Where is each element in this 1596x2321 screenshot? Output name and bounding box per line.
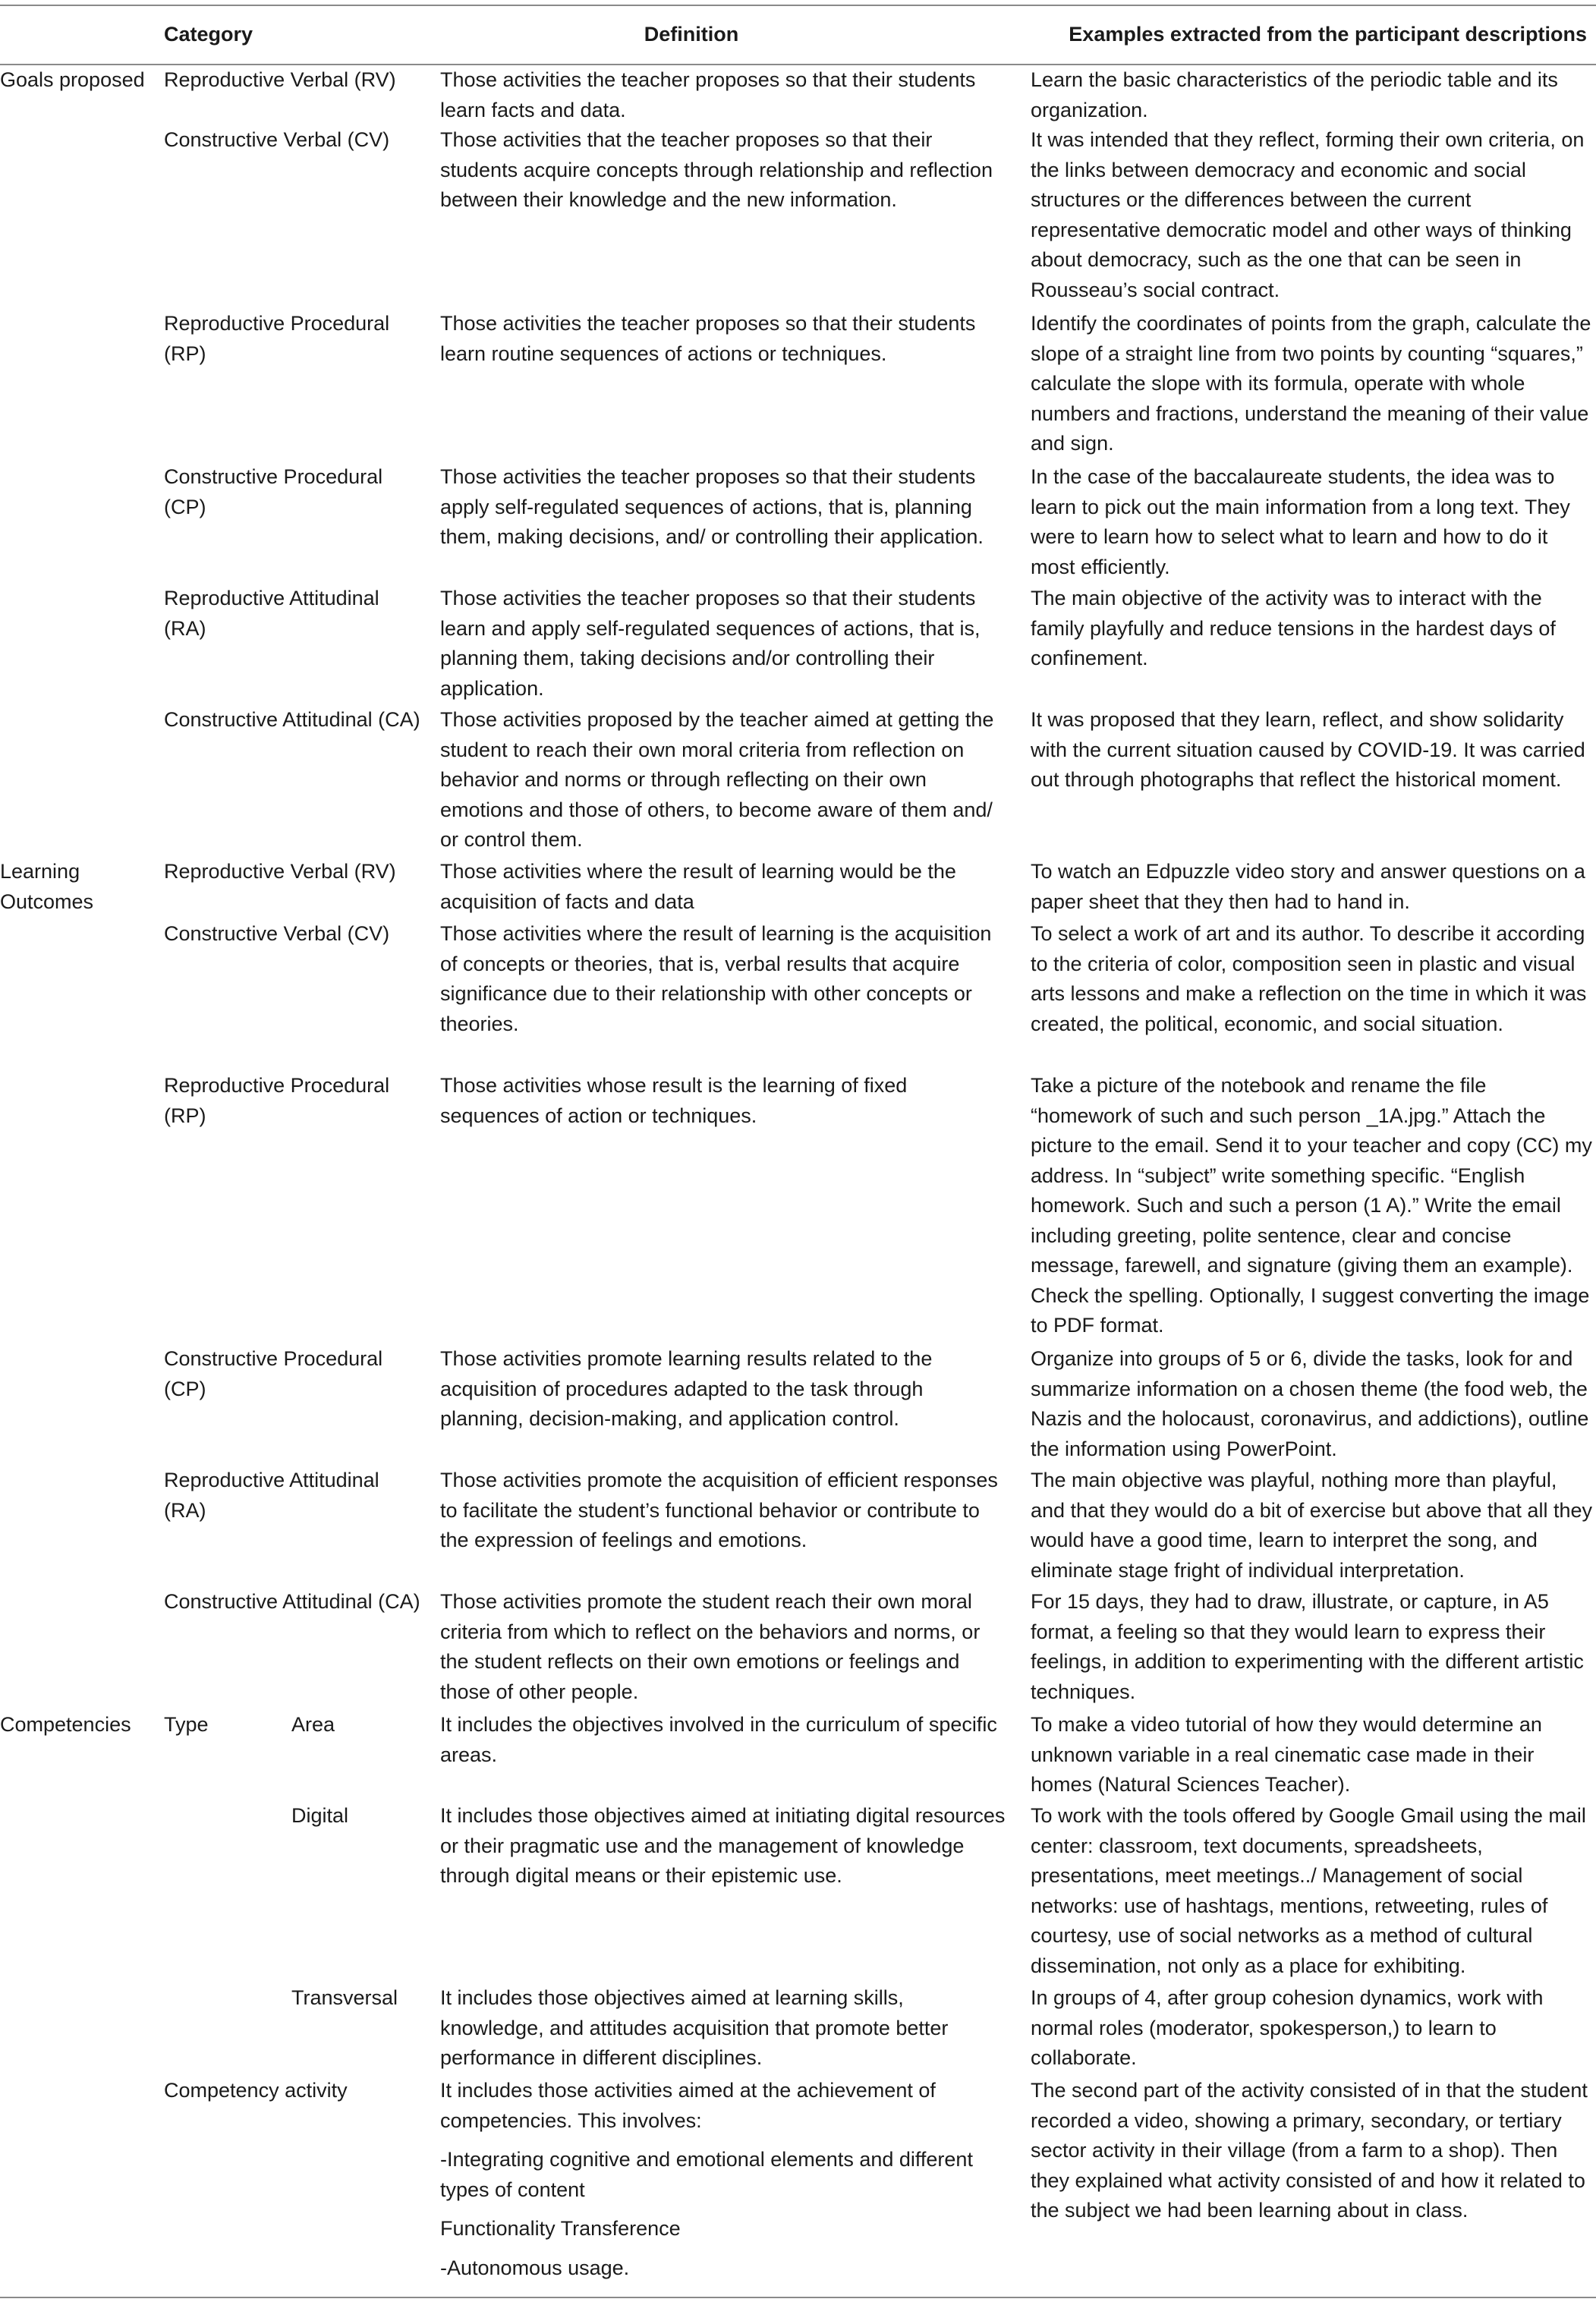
category-cell: Reproductive Verbal (RV) bbox=[164, 68, 396, 91]
table-row bbox=[0, 705, 1596, 857]
definition-cell: Those activities promote learning results related to the acquisition of procedures adapted to the task through planning, decision-making, and application control. bbox=[440, 1347, 933, 1430]
definition-cell bbox=[430, 2076, 1022, 2297]
example-cell: To watch an Edpuzzle video story and answer questions on a paper sheet that they then had to hand in. bbox=[1031, 860, 1585, 913]
area-label: Transversal bbox=[291, 1986, 398, 2009]
example-cell: To select a work of art and its author. To describe it according to the criteria of color, composition seen in plastic and visual arts lessons and make a reflection on the time in which it was created, the political, economic, and social situation. bbox=[1031, 922, 1587, 1035]
category-cell: Constructive Verbal (CV) bbox=[164, 922, 390, 945]
table-header bbox=[0, 5, 1596, 65]
section-label bbox=[0, 1344, 161, 1466]
section-label bbox=[0, 462, 161, 584]
table-row bbox=[0, 1466, 1596, 1587]
table-row bbox=[0, 919, 1596, 1071]
area-label: Digital bbox=[291, 1804, 349, 1827]
type-label: Type bbox=[164, 1713, 209, 1736]
category-cell: Competency activity bbox=[164, 2079, 348, 2102]
definition-cell: Those activities the teacher proposes so that their students learn facts and data. bbox=[440, 68, 976, 121]
category-cell: Constructive Verbal (CV) bbox=[164, 128, 390, 151]
category-cell: Constructive Attitudinal (CA) bbox=[164, 708, 420, 731]
example-cell: To work with the tools offered by Google Gmail using the mail center: classroom, text documents, spreadsheets, presentations, meet meetings../ Management of social networks: use of hashtags, mentions, retweeting, rules of courtesy, use of social networks as a method of cultural dissemination, not only as a place for exhibiting. bbox=[1031, 1804, 1586, 1977]
section-label bbox=[0, 1587, 161, 1710]
category-cell: Reproductive Verbal (RV) bbox=[164, 860, 396, 883]
definition-cell: Those activities that the teacher proposes so that their students acquire concepts through relationship and reflection between their knowledge and the new information. bbox=[440, 128, 993, 211]
definition-cell: Those activities promote the acquisition of efficient responses to facilitate the student’s functional behavior or contribute to the expression of feelings and emotions. bbox=[440, 1469, 998, 1551]
competency-type-cell bbox=[161, 1801, 430, 1983]
table-row bbox=[0, 65, 1596, 125]
definition-cell: Those activities where the result of learning is the acquisition of concepts or theories, that is, verbal results that acquire significance due to their relationship with other concepts or theories. bbox=[440, 922, 992, 1035]
table-body bbox=[0, 65, 1596, 2297]
definition-cell: Those activities the teacher proposes so that their students learn and apply self-regulated sequences of actions, that is, planning them, taking decisions and/or controlling their application. bbox=[440, 587, 981, 700]
header-section-blank bbox=[0, 5, 161, 65]
section-label bbox=[0, 705, 161, 857]
example-cell: Identify the coordinates of points from the graph, calculate the slope of a straight line from two points by counting “squares,” calculate the slope with its formula, operate with whole numbers and fractions, understand the meaning of their value and sign. bbox=[1031, 312, 1591, 455]
definition-line: It includes those activities aimed at the achievement of competencies. This involves: bbox=[440, 2079, 936, 2132]
definition-cell: It includes the objectives involved in the curriculum of specific areas. bbox=[440, 1713, 997, 1766]
section-label-blank bbox=[0, 1983, 161, 2076]
category-cell: Reproductive Attitudinal (RA) bbox=[164, 587, 379, 640]
table-row bbox=[0, 125, 1596, 309]
categories-table bbox=[0, 5, 1596, 2298]
example-cell: The main objective was playful, nothing more than playful, and that they would do a bit of exercise but above that all they would have a good time, learn to interpret the song, and eliminate stage fright of individual interpretation. bbox=[1031, 1469, 1592, 1582]
example-cell: For 15 days, they had to draw, illustrate, or capture, in A5 format, a feeling so that they would learn to express their feelings, in addition to experimenting with the different artistic techniques. bbox=[1031, 1590, 1584, 1703]
definition-line: -Integrating cognitive and emotional elements and different types of content bbox=[440, 2148, 973, 2201]
table-row bbox=[0, 2076, 1596, 2297]
example-cell: It was intended that they reflect, forming their own criteria, on the links between democracy and economic and social structures or the differences between the current representative democratic model and other ways of thinking about democracy, such as the one that can be seen in Rousseau’s social contract. bbox=[1031, 128, 1585, 301]
section-label: Learning Outcomes bbox=[0, 860, 94, 913]
section-label bbox=[0, 919, 161, 1071]
definition-line: Functionality Transference bbox=[440, 2217, 681, 2240]
category-cell: Constructive Attitudinal (CA) bbox=[164, 1590, 420, 1613]
area-label: Area bbox=[291, 1713, 335, 1736]
section-label bbox=[0, 309, 161, 462]
table-row bbox=[0, 1587, 1596, 1710]
definition-line: -Autonomous usage. bbox=[440, 2256, 630, 2279]
table-row bbox=[0, 857, 1596, 919]
definition-cell: It includes those objectives aimed at learning skills, knowledge, and attitudes acquisition that promote better performance in different disciplines. bbox=[440, 1986, 949, 2069]
definition-cell: Those activities promote the student reach their own moral criteria from which to reflect on the behaviors and norms, or the student reflects on their own emotions or feelings and those of other people. bbox=[440, 1590, 981, 1703]
table-row bbox=[0, 584, 1596, 705]
definition-cell: Those activities the teacher proposes so that their students apply self-regulated sequences of actions, that is, planning them, making decisions, and/ or controlling their application. bbox=[440, 465, 984, 548]
example-cell: Organize into groups of 5 or 6, divide the tasks, look for and summarize information on a chosen theme (the food web, the Nazis and the holocaust, coronavirus, and addictions), outline the information using PowerPoint. bbox=[1031, 1347, 1589, 1460]
table-row bbox=[0, 1344, 1596, 1466]
competency-type-cell bbox=[161, 1983, 430, 2076]
definition-cell: It includes those objectives aimed at initiating digital resources or their pragmatic use and the management of knowledge through digital means or their epistemic use. bbox=[440, 1804, 1006, 1887]
section-label-blank bbox=[0, 2076, 161, 2297]
definition-cell: Those activities whose result is the learning of fixed sequences of action or techniques. bbox=[440, 1074, 908, 1127]
category-cell: Reproductive Procedural (RP) bbox=[164, 1074, 390, 1127]
competency-type-cell bbox=[161, 1710, 430, 1801]
example-cell: In groups of 4, after group cohesion dynamics, work with normal roles (moderator, spokesperson,) to learn to collaborate. bbox=[1031, 1986, 1544, 2069]
example-cell: In the case of the baccalaureate students, the idea was to learn to pick out the main information from a long text. They were to learn how to select what to learn and how to do it most efficiently. bbox=[1031, 465, 1570, 578]
definition-cell: Those activities where the result of learning would be the acquisition of facts and data bbox=[440, 860, 956, 913]
example-cell: Take a picture of the notebook and rename the file “homework of such and such person _1A.jpg.” Attach the picture to the email. Send it to your teacher and copy (CC) my address. In “subject” write something specific. “English homework. Such and such a person (1 A).” Write the email including greeting, polite sentence, clear and concise message, farewell, and signature (giving them an example). Check the spelling. Optionally, I suggest converting the image to PDF format. bbox=[1031, 1074, 1592, 1337]
category-cell: Reproductive Procedural (RP) bbox=[164, 312, 390, 365]
section-label bbox=[0, 1466, 161, 1587]
header-definition: Definition bbox=[644, 23, 739, 46]
example-cell: Learn the basic characteristics of the periodic table and its organization. bbox=[1031, 68, 1558, 121]
header-category: Category bbox=[164, 23, 253, 46]
table-row bbox=[0, 1071, 1596, 1344]
section-label bbox=[0, 584, 161, 705]
example-cell: It was proposed that they learn, reflect, and show solidarity with the current situation caused by COVID-19. It was carried out through photographs that reflect the historical moment. bbox=[1031, 708, 1585, 791]
table-row bbox=[0, 309, 1596, 462]
table-row bbox=[0, 1801, 1596, 1983]
example-cell: The main objective of the activity was to interact with the family playfully and reduce tensions in the hardest days of confinement. bbox=[1031, 587, 1556, 669]
definition-cell: Those activities the teacher proposes so that their students learn routine sequences of actions or techniques. bbox=[440, 312, 976, 365]
definition-cell: Those activities proposed by the teacher aimed at getting the student to reach their own moral criteria from reflection on behavior and norms or through reflecting on their own emotions and those of others, to become aware of them and/ or control them. bbox=[440, 708, 994, 851]
table-row bbox=[0, 1710, 1596, 1801]
section-label-blank bbox=[0, 1801, 161, 1983]
section-label bbox=[0, 1071, 161, 1344]
section-label bbox=[0, 125, 161, 309]
table-row bbox=[0, 462, 1596, 584]
example-cell: The second part of the activity consisted of in that the student recorded a video, showing a primary, secondary, or tertiary sector activity in their village (from a farm to a shop). Then they explained what activity consisted of and how it related to the subject we had been learning about in class. bbox=[1031, 2079, 1588, 2222]
example-cell: To make a video tutorial of how they would determine an unknown variable in a real cinematic case made in their homes (Natural Sciences Teacher). bbox=[1031, 1713, 1542, 1796]
table-row bbox=[0, 1983, 1596, 2076]
section-label: Competencies bbox=[0, 1713, 131, 1736]
section-label: Goals proposed bbox=[0, 68, 145, 91]
category-cell: Constructive Procedural (CP) bbox=[164, 465, 383, 518]
category-cell: Constructive Procedural (CP) bbox=[164, 1347, 383, 1400]
header-examples: Examples extracted from the participant descriptions bbox=[1069, 23, 1587, 46]
category-cell: Reproductive Attitudinal (RA) bbox=[164, 1469, 379, 1522]
